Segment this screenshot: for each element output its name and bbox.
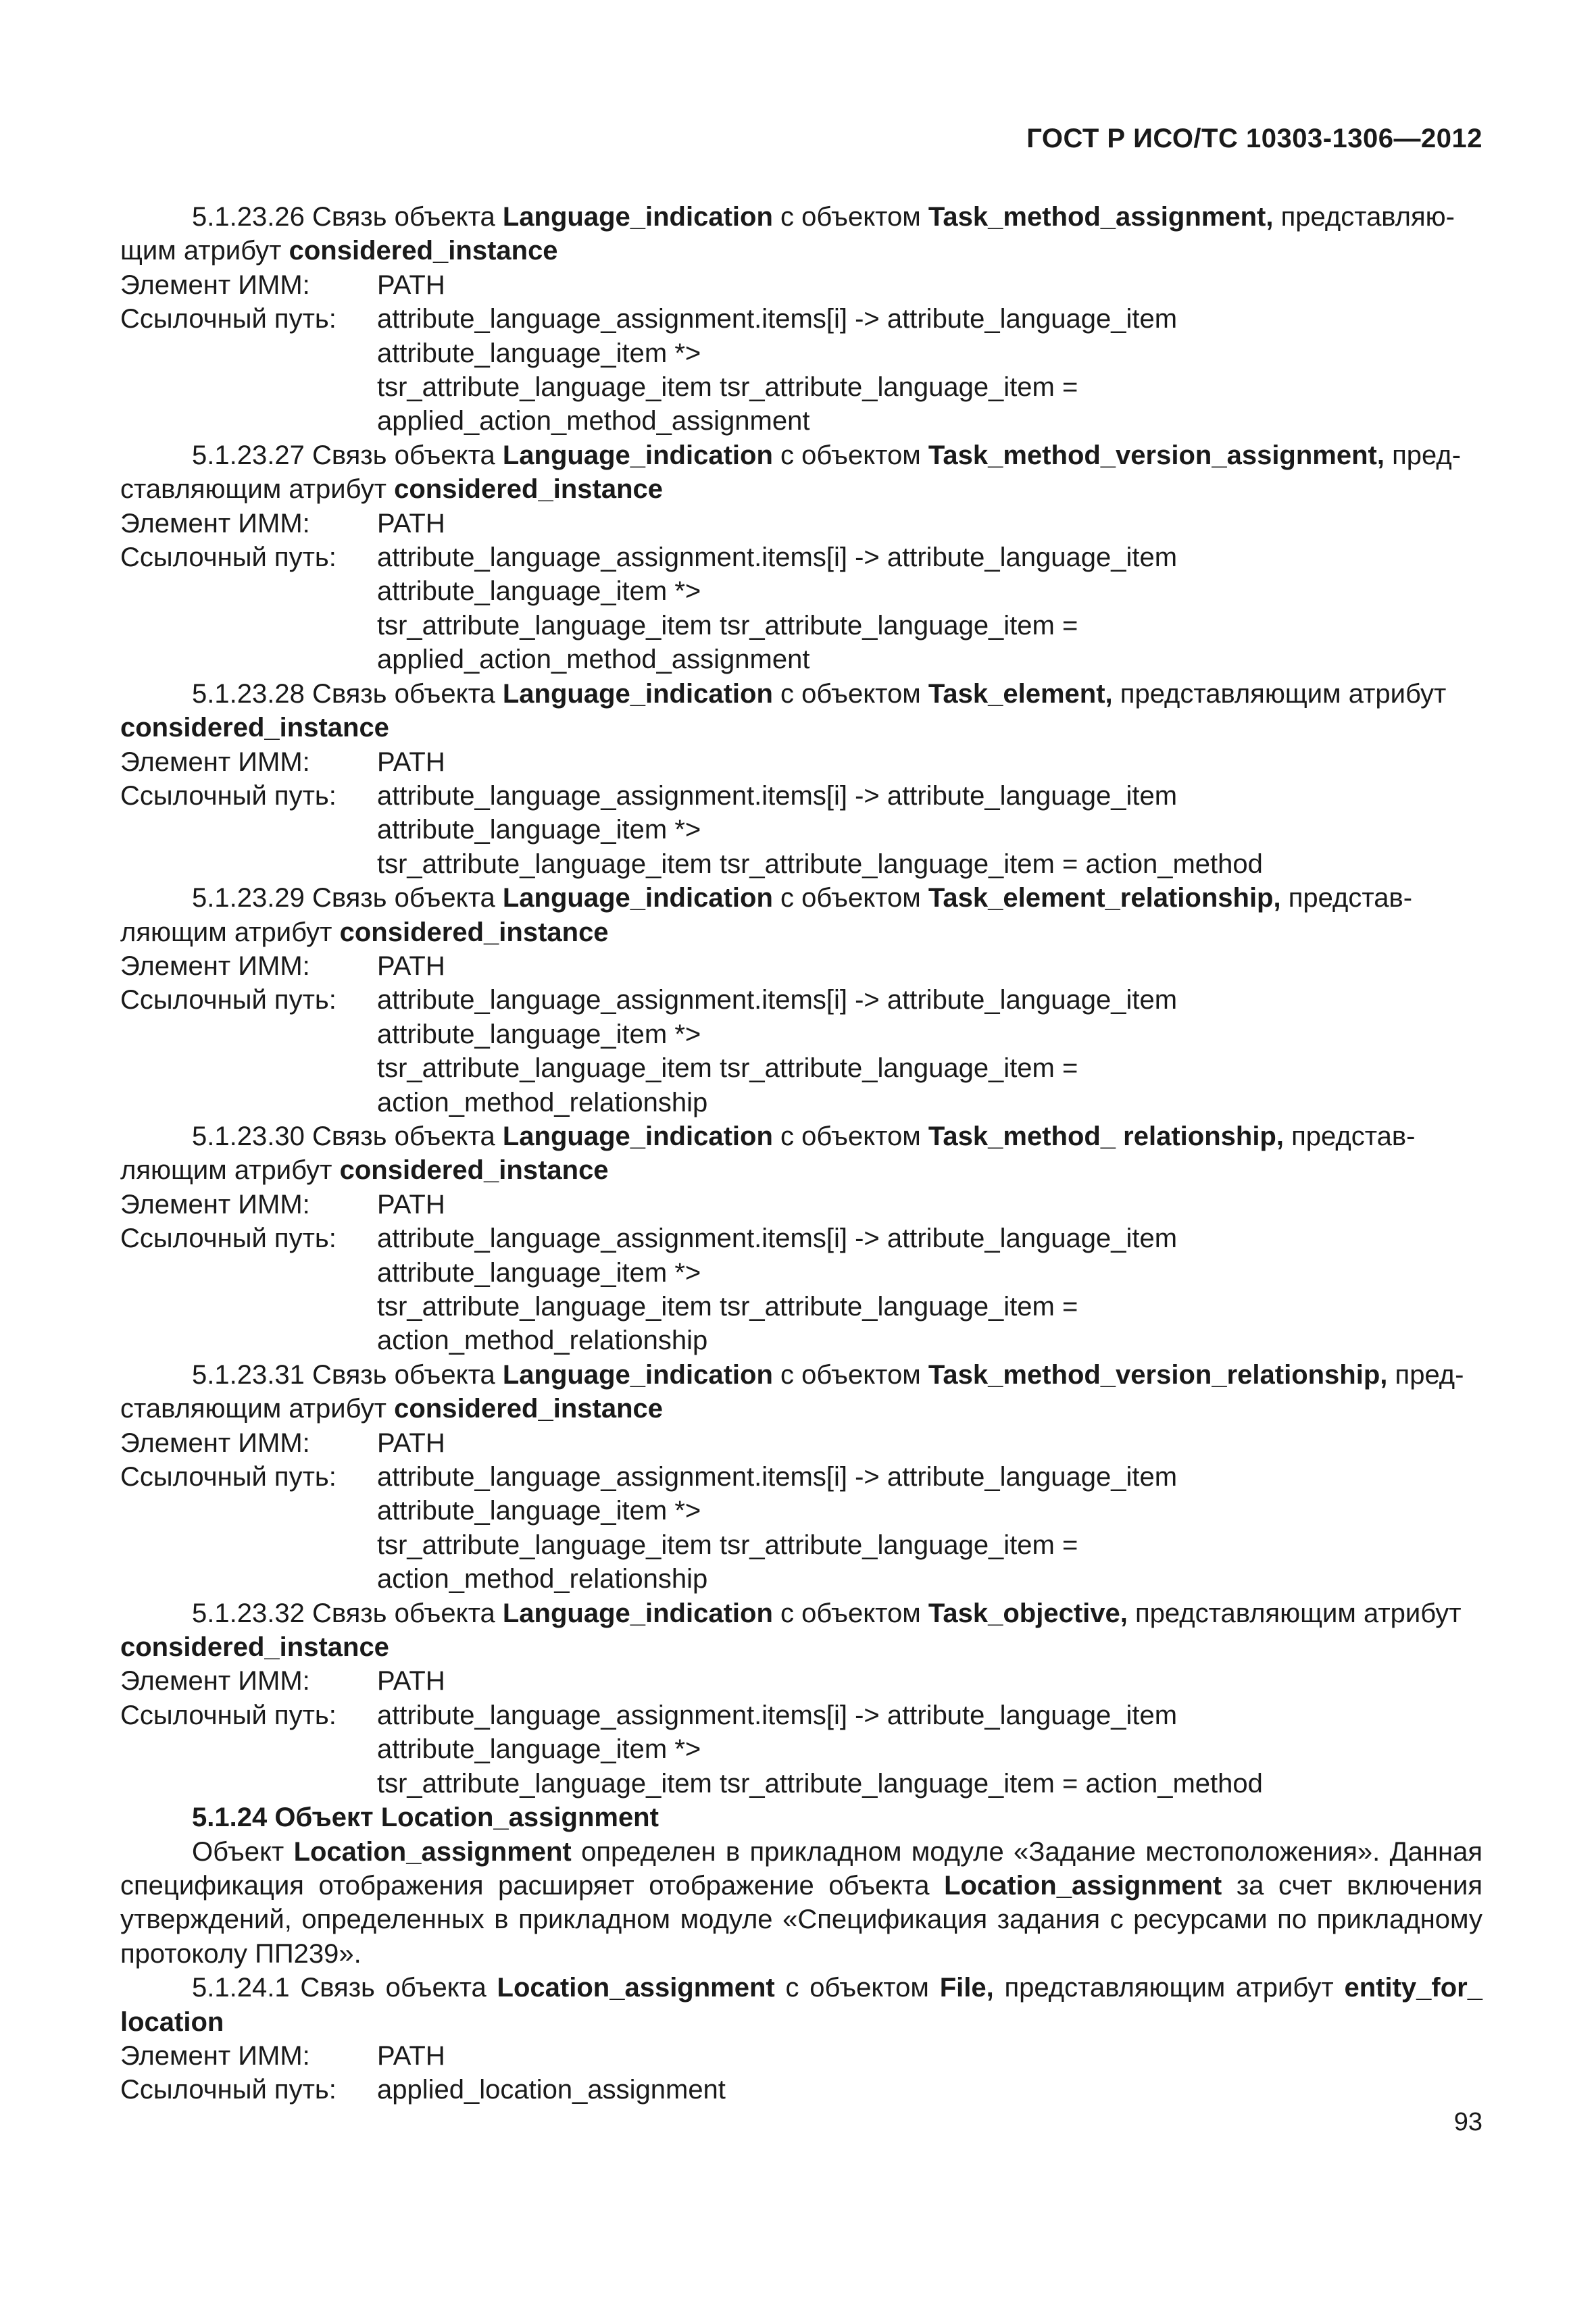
- imm-row: Элемент ИММ: PATH: [120, 1666, 445, 1696]
- imm-row: Элемент ИММ: PATH: [120, 2040, 445, 2071]
- clause-5-1-23-32: 5.1.23.32 Связь объекта Language_indication с объектом Task_objective, представляющим атрибут: [192, 1598, 1462, 1628]
- clause-5-1-23-31-wrap: ставляющим атрибут considered_instance: [120, 1394, 664, 1424]
- ref-path-line: action_method_relationship: [377, 1326, 708, 1356]
- clause-5-1-23-30-wrap: ляющим атрибут considered_instance: [120, 1155, 609, 1186]
- clause-5-1-24-1: 5.1.24.1 Связь объекта Location_assignment с объектом File, представляющим атрибут entity_for_ location: [120, 1973, 1482, 2037]
- ref-path-line: tsr_attribute_language_item tsr_attribute_language_item = action_method: [377, 849, 1263, 879]
- clause-5-1-23-29-wrap: ляющим атрибут considered_instance: [120, 917, 609, 947]
- ref-path-line: tsr_attribute_language_item tsr_attribute_language_item =: [377, 1292, 1078, 1322]
- document-body: [120, 200, 1482, 2107]
- ref-path-line: attribute_language_item *>: [377, 338, 701, 368]
- ref-path-line: action_method_relationship: [377, 1564, 708, 1594]
- ref-path-row: Ссылочный путь: attribute_language_assignment.items[i] -> attribute_language_item: [120, 1224, 1178, 1254]
- section-heading-5-1-24: 5.1.24 Объект Location_assignment: [192, 1803, 659, 1833]
- ref-path-line: attribute_language_item *>: [377, 576, 701, 607]
- clause-5-1-23-30: 5.1.23.30 Связь объекта Language_indication с объектом Task_method_ relationship, представ-: [192, 1121, 1416, 1151]
- clause-5-1-23-28-wrap: considered_instance: [120, 713, 389, 743]
- ref-path-line: tsr_attribute_language_item tsr_attribute_language_item = action_method: [377, 1768, 1263, 1799]
- document-code-header: ГОСТ Р ИСО/ТС 10303-1306—2012: [1026, 124, 1482, 153]
- clause-5-1-23-26: 5.1.23.26 Связь объекта Language_indication с объектом Task_method_assignment, представляю-: [192, 202, 1455, 232]
- ref-path-row: Ссылочный путь: attribute_language_assignment.items[i] -> attribute_language_item: [120, 1700, 1178, 1730]
- clause-5-1-23-27: 5.1.23.27 Связь объекта Language_indication с объектом Task_method_version_assignment, пред-: [192, 440, 1462, 470]
- ref-path-line: applied_action_method_assignment: [377, 645, 810, 675]
- imm-row: Элемент ИММ: PATH: [120, 270, 445, 300]
- ref-path-line: attribute_language_item *>: [377, 1734, 701, 1765]
- ref-path-line: attribute_language_item *>: [377, 1257, 701, 1288]
- ref-path-row: Ссылочный путь: attribute_language_assignment.items[i] -> attribute_language_item: [120, 1462, 1178, 1492]
- ref-path-line: tsr_attribute_language_item tsr_attribute_language_item =: [377, 372, 1078, 403]
- clause-5-1-23-31: 5.1.23.31 Связь объекта Language_indication с объектом Task_method_version_relationship, пред-: [192, 1359, 1464, 1390]
- imm-row: Элемент ИММ: PATH: [120, 951, 445, 981]
- section-5-1-24-paragraph: Объект Location_assignment определен в прикладном модуле «Задание местоположения». Данная спецификация отображения расширяет отображение объекта Location_assignment за счет включения утверждений, определенных в прикладном модуле «Спецификация задания с ресурсами по прикладному протоколу ПП239».: [120, 1836, 1482, 1969]
- ref-path-line: tsr_attribute_language_item tsr_attribute_language_item =: [377, 610, 1078, 640]
- ref-path-row: Ссылочный путь: attribute_language_assignment.items[i] -> attribute_language_item: [120, 985, 1178, 1015]
- ref-path-line: applied_action_method_assignment: [377, 406, 810, 436]
- ref-path-line: attribute_language_item *>: [377, 815, 701, 845]
- ref-path-row: Ссылочный путь: attribute_language_assignment.items[i] -> attribute_language_item: [120, 543, 1178, 573]
- ref-path-row: Ссылочный путь: attribute_language_assignment.items[i] -> attribute_language_item: [120, 780, 1178, 811]
- ref-path-row: Ссылочный путь: applied_location_assignment: [120, 2075, 726, 2105]
- ref-path-row: Ссылочный путь: attribute_language_assignment.items[i] -> attribute_language_item: [120, 304, 1178, 334]
- clause-5-1-23-26-wrap: щим атрибут considered_instance: [120, 236, 558, 266]
- ref-path-line: attribute_language_item *>: [377, 1496, 701, 1526]
- clause-5-1-23-28: 5.1.23.28 Связь объекта Language_indication с объектом Task_element, представляющим атрибут: [192, 678, 1447, 709]
- page-number: 93: [1453, 2108, 1482, 2136]
- ref-path-line: tsr_attribute_language_item tsr_attribute_language_item =: [377, 1530, 1078, 1560]
- imm-row: Элемент ИММ: PATH: [120, 1428, 445, 1458]
- imm-row: Элемент ИММ: PATH: [120, 508, 445, 538]
- ref-path-line: action_method_relationship: [377, 1087, 708, 1117]
- clause-5-1-23-27-wrap: ставляющим атрибут considered_instance: [120, 474, 664, 505]
- ref-path-line: tsr_attribute_language_item tsr_attribute_language_item =: [377, 1053, 1078, 1084]
- imm-row: Элемент ИММ: PATH: [120, 1189, 445, 1219]
- clause-5-1-23-29: 5.1.23.29 Связь объекта Language_indication с объектом Task_element_relationship, представ-: [192, 883, 1413, 913]
- imm-row: Элемент ИММ: PATH: [120, 747, 445, 777]
- clause-5-1-23-32-wrap: considered_instance: [120, 1632, 389, 1663]
- ref-path-line: attribute_language_item *>: [377, 1019, 701, 1049]
